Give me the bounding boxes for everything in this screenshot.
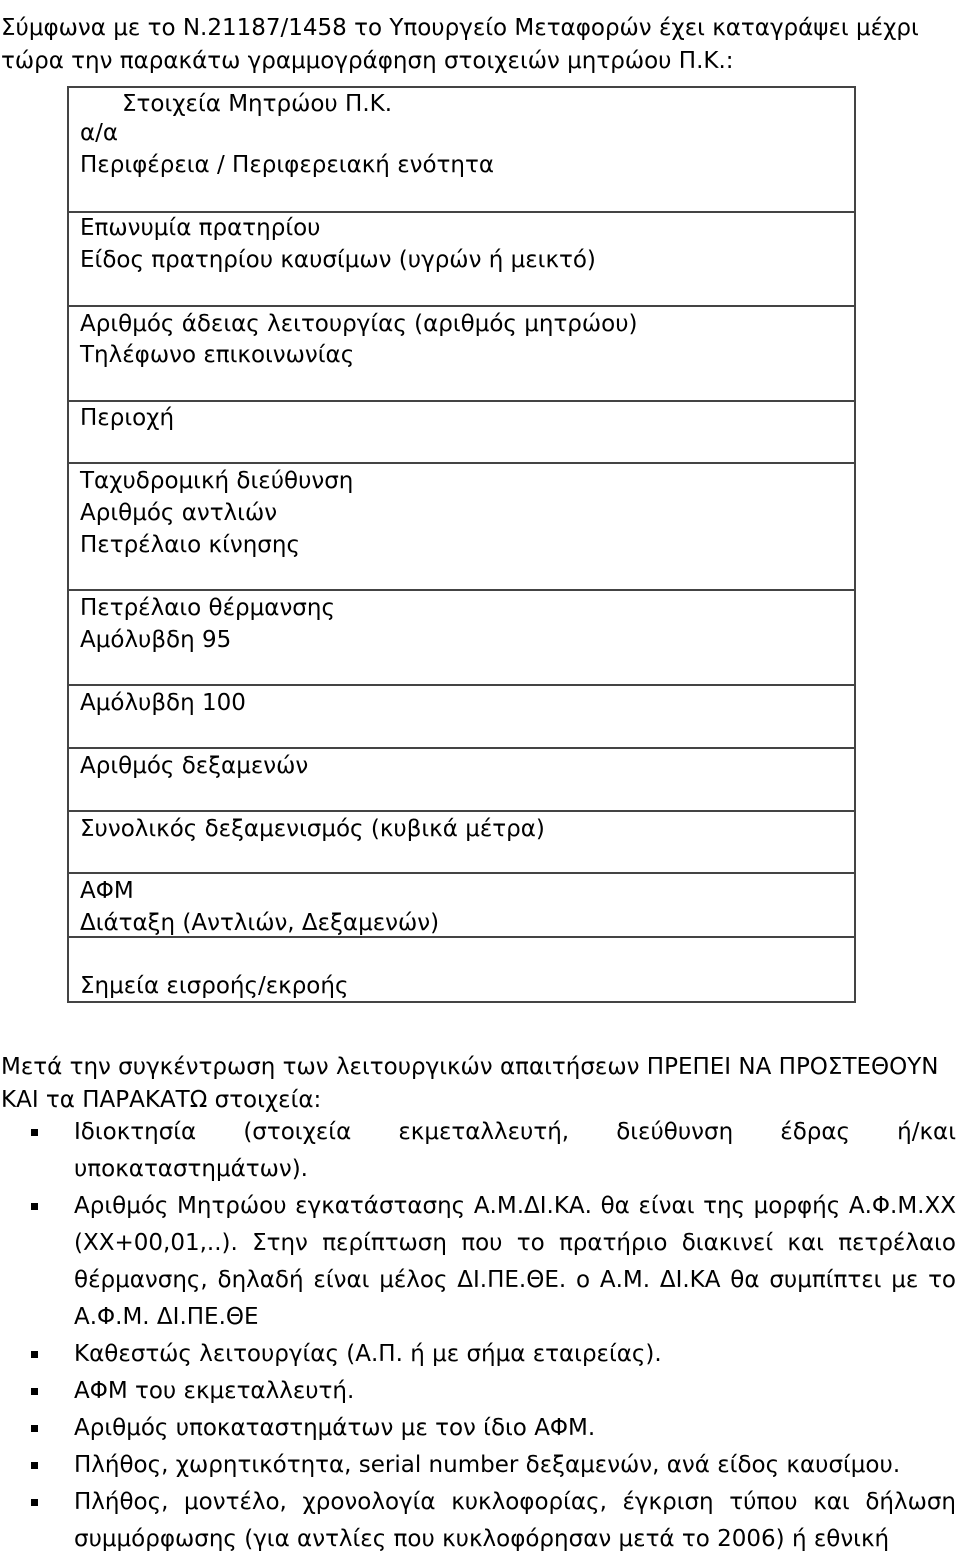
- list-item-text: Καθεστώς λειτουργίας (Α.Π. ή με σήμα εταιρείας).: [74, 1341, 662, 1367]
- intro-text: Σύμφωνα με το Ν.21187/1458 το Υπουργείο Μεταφορών έχει καταγράψει μέχρι τώρα την παρακάτω γραμμογράφηση στοιχειών μητρώου Π.Κ.:: [1, 15, 919, 74]
- list-item: [0, 1373, 956, 1410]
- square-bullet-icon: [31, 1425, 38, 1432]
- list-item: [0, 1336, 956, 1373]
- square-bullet-icon: [31, 1499, 38, 1506]
- table-divider: [69, 400, 854, 402]
- list-item: [0, 1484, 956, 1558]
- table-row-label: ΑΦΜ: [80, 878, 134, 904]
- table-divider: [69, 462, 854, 464]
- square-bullet-icon: [31, 1462, 38, 1469]
- table-divider: [69, 305, 854, 307]
- table-divider: [69, 684, 854, 686]
- table-row-label: Αριθμός δεξαμενών: [80, 753, 309, 779]
- table-row-label: Επωνυμία πρατηρίου: [80, 215, 321, 241]
- table-row-label: Σημεία εισροής/εκροής: [80, 973, 349, 999]
- list-item-text: Πλήθος, χωρητικότητα, serial number δεξαμενών, ανά είδος καυσίμου.: [74, 1452, 901, 1478]
- table-row-label: Είδος πρατηρίου καυσίμων (υγρών ή μεικτό): [80, 247, 596, 273]
- list-item-text: Ιδιοκτησία (στοιχεία εκμεταλλευτή, διεύθυνση έδρας ή/και υποκαταστημάτων).: [74, 1119, 956, 1182]
- list-item: [0, 1410, 956, 1447]
- table-row-label: α/α: [80, 120, 119, 146]
- table-row-label: Αριθμός αντλιών: [80, 500, 278, 526]
- table-row-label: Αριθμός άδειας λειτουργίας (αριθμός μητρώου): [80, 311, 638, 337]
- list-item-text: Αριθμός υποκαταστημάτων με τον ίδιο ΑΦΜ.: [74, 1415, 596, 1441]
- table-row-label: Ταχυδρομική διεύθυνση: [80, 468, 354, 494]
- list-item: [0, 1188, 956, 1336]
- list-item-text: Πλήθος, μοντέλο, χρονολογία κυκλοφορίας, έγκριση τύπου και δήλωση συμμόρφωσης (για αντλίες που κυκλοφόρησαν μετά το 2006) ή εθνική: [74, 1489, 956, 1552]
- table-row-label: Συνολικός δεξαμενισμός (κυβικά μέτρα): [80, 816, 545, 842]
- table-divider: [69, 810, 854, 812]
- table-title: Στοιχεία Μητρώου Π.Κ.: [122, 91, 393, 117]
- table-row-label: Περιοχή: [80, 405, 175, 431]
- requirements-paragraph: Μετά την συγκέντρωση των λειτουργικών απαιτήσεων ΠΡΕΠΕΙ ΝΑ ΠΡΟΣΤΕΘΟΥΝ ΚΑΙ τα ΠΑΡΑΚΑΤΩ στοιχεία:: [1, 1054, 939, 1113]
- table-row-label: Πετρέλαιο θέρμανσης: [80, 595, 335, 621]
- square-bullet-icon: [31, 1203, 38, 1210]
- table-row-label: Πετρέλαιο κίνησης: [80, 532, 300, 558]
- list-item: [0, 1447, 956, 1484]
- table-row-label: Αμόλυβδη 95: [80, 627, 232, 653]
- bullet-list: [0, 1114, 960, 1558]
- table-divider: [69, 589, 854, 591]
- square-bullet-icon: [31, 1388, 38, 1395]
- table-row-label: Αμόλυβδη 100: [80, 690, 246, 716]
- list-item: [0, 1114, 956, 1188]
- list-item-text: Αριθμός Μητρώου εγκατάστασης Α.Μ.ΔΙ.ΚΑ. θα είναι της μορφής Α.Φ.Μ.ΧΧ (ΧΧ+00,01,..). Στην περίπτωση που το πρατήριο διακινεί και πετρέλαιο θέρμανσης, δηλαδή είναι μέλος ΔΙ.ΠΕ.ΘΕ. ο Α.Μ. ΔΙ.ΚΑ θα συμπίπτει με το Α.Φ.Μ. ΔΙ.ΠΕ.ΘΕ: [74, 1193, 956, 1330]
- table-divider: [69, 872, 854, 874]
- table-row-label: Τηλέφωνο επικοινωνίας: [80, 342, 355, 368]
- square-bullet-icon: [31, 1129, 38, 1136]
- table-divider: [69, 747, 854, 749]
- table-row-label: Περιφέρεια / Περιφερειακή ενότητα: [80, 152, 494, 178]
- square-bullet-icon: [31, 1351, 38, 1358]
- table-row-label: Διάταξη (Αντλιών, Δεξαμενών): [80, 910, 440, 936]
- list-item-text: ΑΦΜ του εκμεταλλευτή.: [74, 1378, 355, 1404]
